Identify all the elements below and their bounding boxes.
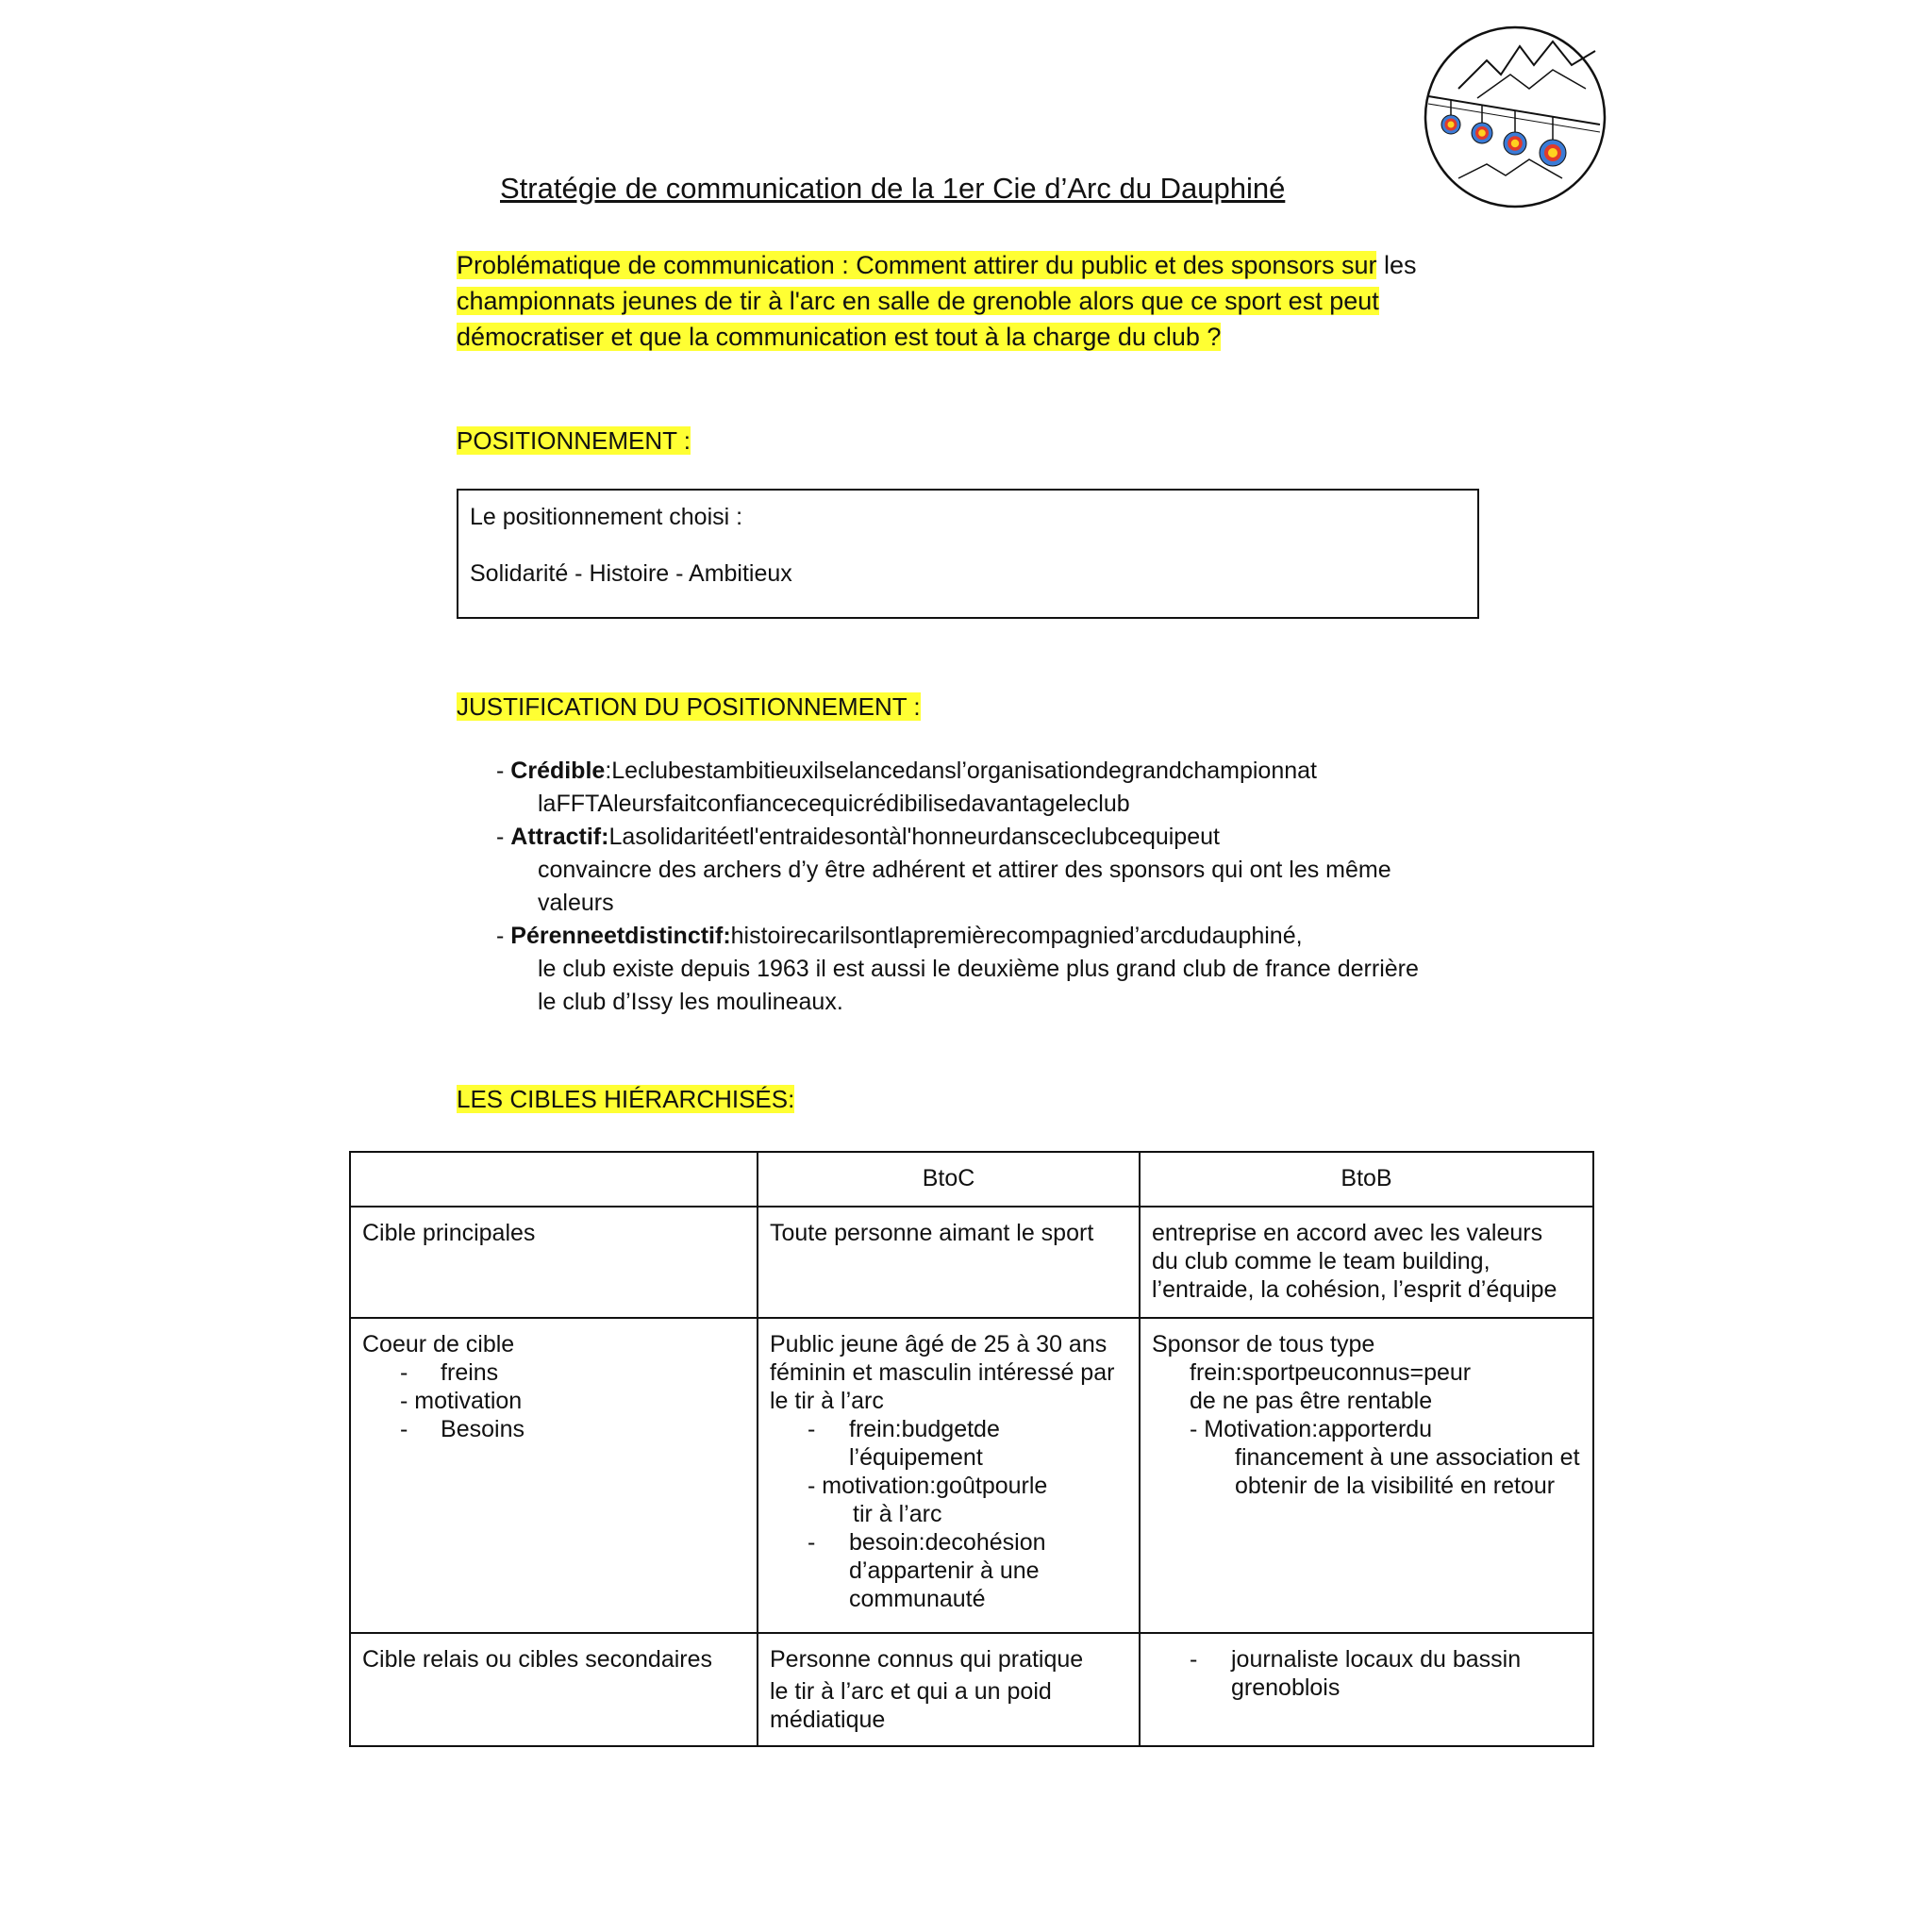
justification-heading <box>457 692 921 722</box>
row2-label-cell <box>350 1318 758 1633</box>
item-text: Lasolidaritéetl'entraidesontàl'honneurdansceclubcequipeut <box>608 824 1220 850</box>
item-continuation: laFFTAleursfaitconfiancecequicrédibilisedavantageleclub <box>538 791 1130 817</box>
item-continuation: le club d’Issy les moulineaux. <box>538 989 843 1015</box>
row2-btoc-intro: Public jeune âgé de 25 à 30 ans féminin et masculin intéressé par le tir à l’arc <box>770 1331 1115 1414</box>
row2-label-item: - freins <box>400 1359 499 1386</box>
item-dash: - <box>496 923 511 949</box>
cibles-heading-text: LES CIBLES HIÉRARCHISÉS: <box>457 1085 795 1113</box>
sub-dash: - <box>808 1529 816 1556</box>
row3-btob <box>1140 1633 1593 1746</box>
problem-line1: Problématique de communication : Comment attirer du public et des sponsors sur <box>457 251 1377 279</box>
positionnement-box <box>457 489 1479 619</box>
club-logo-icon <box>1421 23 1609 211</box>
sub-text: frein:budgetde l’équipement <box>849 1416 1000 1471</box>
table-header-btoc: BtoC <box>758 1152 1140 1207</box>
row2-btoc-frein <box>770 1415 1127 1472</box>
row2-label-item: - Besoins <box>400 1416 525 1442</box>
table-header-empty <box>350 1152 758 1207</box>
item-term: Crédible <box>510 758 606 784</box>
row2-btob-motivation-cont: financement à une association et obtenir de la visibilité en retour <box>1235 1444 1580 1499</box>
row2-btoc-motivation-cont: tir à l’arc <box>853 1501 942 1527</box>
justification-item-perenne <box>496 920 1534 1019</box>
positionnement-label: Le positionnement choisi : <box>470 504 743 530</box>
item-dash: - <box>496 758 511 784</box>
item-continuation: valeurs <box>538 890 614 916</box>
row1-btob <box>1140 1207 1593 1318</box>
problem-line1-rest: les <box>1376 251 1417 279</box>
justification-item-attractif <box>496 821 1534 920</box>
row2-btoc-motivation: - motivation:goûtpourle <box>808 1473 1048 1499</box>
item-dash: - <box>496 824 511 850</box>
row2-btob-frein-cont: de ne pas être rentable <box>1190 1388 1433 1414</box>
problem-line3: démocratiser et que la communication est tout à la charge du club ? <box>457 323 1222 351</box>
row3-btoc <box>758 1633 1140 1746</box>
row-label: Cible relais ou cibles secondaires <box>350 1633 758 1746</box>
row1-btob-line: du club comme le team building, <box>1152 1248 1491 1274</box>
sub-dash: - <box>808 1416 816 1442</box>
row1-btob-line: entreprise en accord avec les valeurs <box>1152 1220 1543 1246</box>
row3-btoc-line: le tir à l’arc et qui a un poid médiatique <box>770 1678 1052 1733</box>
table-row <box>350 1207 1593 1318</box>
row2-label-item: - motivation <box>400 1388 523 1414</box>
cibles-heading <box>457 1085 794 1114</box>
positionnement-heading-text: POSITIONNEMENT : <box>457 426 691 455</box>
row2-btoc <box>758 1318 1140 1633</box>
justification-heading-text: JUSTIFICATION DU POSITIONNEMENT : <box>457 692 921 721</box>
row1-btob-line: l’entraide, la cohésion, l’esprit d’équipe <box>1152 1276 1557 1303</box>
row3-btob-item <box>1152 1645 1581 1702</box>
row-label: Cible principales <box>350 1207 758 1318</box>
justification-item-credible <box>496 755 1534 821</box>
document-title: Stratégie de communication de la 1er Cie d’Arc du Dauphiné <box>500 172 1286 205</box>
row2-btob-intro: Sponsor de tous type <box>1152 1331 1375 1357</box>
item-continuation: le club existe depuis 1963 il est aussi le deuxième plus grand club de france derrière <box>538 956 1419 982</box>
problem-statement <box>457 247 1513 355</box>
row3-btoc-line: Personne connus qui pratique <box>770 1646 1084 1673</box>
item-continuation: convaincre des archers d’y être adhérent et attirer des sponsors qui ont les même <box>538 857 1391 883</box>
row2-btob-frein: frein:sportpeuconnus=peur <box>1190 1359 1472 1386</box>
item-term: Attractif: <box>510 824 609 850</box>
row-label: Coeur de cible <box>362 1331 515 1357</box>
justification-list <box>496 755 1534 1019</box>
targets-table <box>349 1151 1594 1747</box>
item-term: Pérenneetdistinctif: <box>510 923 731 949</box>
table-row <box>350 1633 1593 1746</box>
positionnement-value: Solidarité - Histoire - Ambitieux <box>470 560 792 587</box>
sub-text: journaliste locaux du bassin grenoblois <box>1231 1646 1522 1701</box>
table-header-row <box>350 1152 1593 1207</box>
positionnement-heading <box>457 426 691 456</box>
problem-line2: championnats jeunes de tir à l'arc en salle de grenoble alors que ce sport est peut <box>457 287 1379 315</box>
table-row <box>350 1318 1593 1633</box>
row1-btoc: Toute personne aimant le sport <box>758 1207 1140 1318</box>
row2-btob-motivation: - Motivation:apporterdu <box>1190 1416 1433 1442</box>
row2-btob <box>1140 1318 1593 1633</box>
sub-dash: - <box>1190 1646 1198 1673</box>
row2-btoc-besoin <box>770 1528 1127 1613</box>
sub-text: besoin:decohésion d’appartenir à une communauté <box>849 1529 1046 1612</box>
item-text: :Leclubestambitieuxilselancedansl’organisationdegrandchampionnat <box>605 758 1317 784</box>
item-text: histoirecarilsontlapremièrecompagnied’arcdudauphiné, <box>730 923 1303 949</box>
table-header-btob: BtoB <box>1140 1152 1593 1207</box>
